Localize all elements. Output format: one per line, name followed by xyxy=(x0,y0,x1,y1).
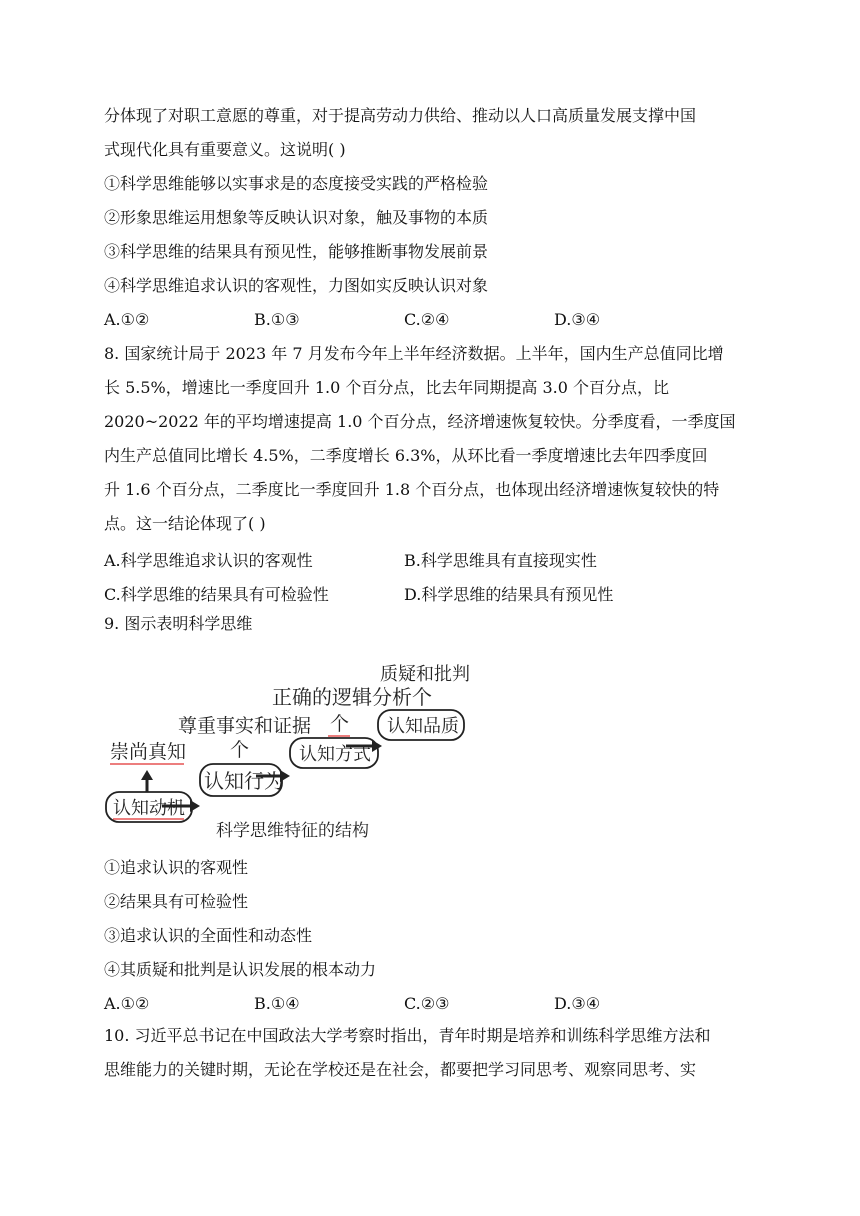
box-cognitive-behavior-label: 认知行为 xyxy=(204,769,284,793)
q9-choice-c[interactable]: C.②③ xyxy=(404,994,450,1013)
q9-choices xyxy=(104,994,764,1016)
label-question-critique: 质疑和批判 xyxy=(380,664,470,685)
q7-statement-3: ③科学思维的结果具有预见性，能够推断事物发展前景 xyxy=(104,242,489,261)
q9-choice-a[interactable]: A.①② xyxy=(104,994,150,1013)
q9-stem: 9. 图示表明科学思维 xyxy=(104,614,253,633)
q8-stem-line-3: 2020~2022 年的平均增速提高 1.0 个百分点，经济增速恢复较快。分季度看，一季度国 xyxy=(104,412,736,431)
q10-stem-line-2: 思维能力的关键时期，无论在学校还是在社会，都要把学习同思考、观察同思考、实 xyxy=(104,1060,697,1079)
q8-stem-line-4: 内生产总值同比增长 4.5%，二季度增长 6.3%，从环比看一季度增速比去年四季度回 xyxy=(104,446,708,465)
q8-stem-line-1: 8. 国家统计局于 2023 年 7 月发布今年上半年经济数据。上半年，国内生产总值同比增 xyxy=(104,344,724,363)
science-thinking-structure-diagram xyxy=(100,652,480,848)
q9-choice-b[interactable]: B.①④ xyxy=(254,994,300,1013)
label-truth-seeking: 崇尚真知 xyxy=(110,741,187,763)
q9-statement-2: ②结果具有可检验性 xyxy=(104,892,249,911)
q7-choice-a[interactable]: A.①② xyxy=(104,310,150,329)
box-cognitive-quality-label: 认知品质 xyxy=(387,716,459,737)
q8-stem-line-5: 升 1.6 个百分点，二季度比一季度回升 1.8 个百分点，也体现出经济增速恢复较快的特 xyxy=(104,480,720,499)
arrowhead-up xyxy=(141,770,153,780)
q7-statement-4: ④科学思维追求认识的客观性，力图如实反映认识对象 xyxy=(104,276,489,295)
q9-choice-d[interactable]: D.③④ xyxy=(554,994,601,1013)
label-ge-1: 个 xyxy=(412,685,432,709)
q7-choice-b[interactable]: B.①③ xyxy=(254,310,300,329)
q9-statement-4: ④其质疑和批判是认识发展的根本动力 xyxy=(104,960,377,979)
q7-statement-2: ②形象思维运用想象等反映认识对象，触及事物的本质 xyxy=(104,208,489,227)
q7-stem-line-2: 式现代化具有重要意义。这说明( ) xyxy=(104,140,346,159)
q8-choices-row-2 xyxy=(104,582,764,604)
q8-choice-a[interactable]: A.科学思维追求认识的客观性 xyxy=(104,551,313,570)
label-respect-facts: 尊重事实和证据 xyxy=(178,715,312,737)
q9-statement-1: ①追求认识的客观性 xyxy=(104,858,249,877)
q8-stem-line-6: 点。这一结论体现了( ) xyxy=(104,514,266,533)
q10-stem-line-1: 10. 习近平总书记在中国政法大学考察时指出，青年时期是培养和训练科学思维方法和 xyxy=(104,1026,711,1045)
q7-choice-c[interactable]: C.②④ xyxy=(404,310,450,329)
box-cognitive-motive-label: 认知动机 xyxy=(113,798,185,819)
label-ge-3: 个 xyxy=(230,739,250,761)
q8-choice-c[interactable]: C.科学思维的结果具有可检验性 xyxy=(104,585,329,604)
q7-statement-1: ①科学思维能够以实事求是的态度接受实践的严格检验 xyxy=(104,174,489,193)
box-cognitive-method-label: 认知方式 xyxy=(299,744,371,765)
q8-choice-d[interactable]: D.科学思维的结果具有预见性 xyxy=(404,585,614,604)
diagram-caption: 科学思维特征的结构 xyxy=(216,821,369,841)
q9-statement-3: ③追求认识的全面性和动态性 xyxy=(104,926,313,945)
label-logic-analysis: 正确的逻辑分析 xyxy=(272,685,412,709)
q7-choices xyxy=(104,310,764,332)
label-ge-2: 个 xyxy=(330,713,350,735)
q7-choice-d[interactable]: D.③④ xyxy=(554,310,601,329)
q8-choice-b[interactable]: B.科学思维具有直接现实性 xyxy=(404,551,597,570)
q8-stem-line-2: 长 5.5%，增速比一季度回升 1.0 个百分点，比去年同期提高 3.0 个百分点，比 xyxy=(104,378,669,397)
q7-stem-line-1: 分体现了对职工意愿的尊重，对于提高劳动力供给、推动以人口高质量发展支撑中国 xyxy=(104,106,697,125)
q8-choices-row-1 xyxy=(104,548,764,570)
